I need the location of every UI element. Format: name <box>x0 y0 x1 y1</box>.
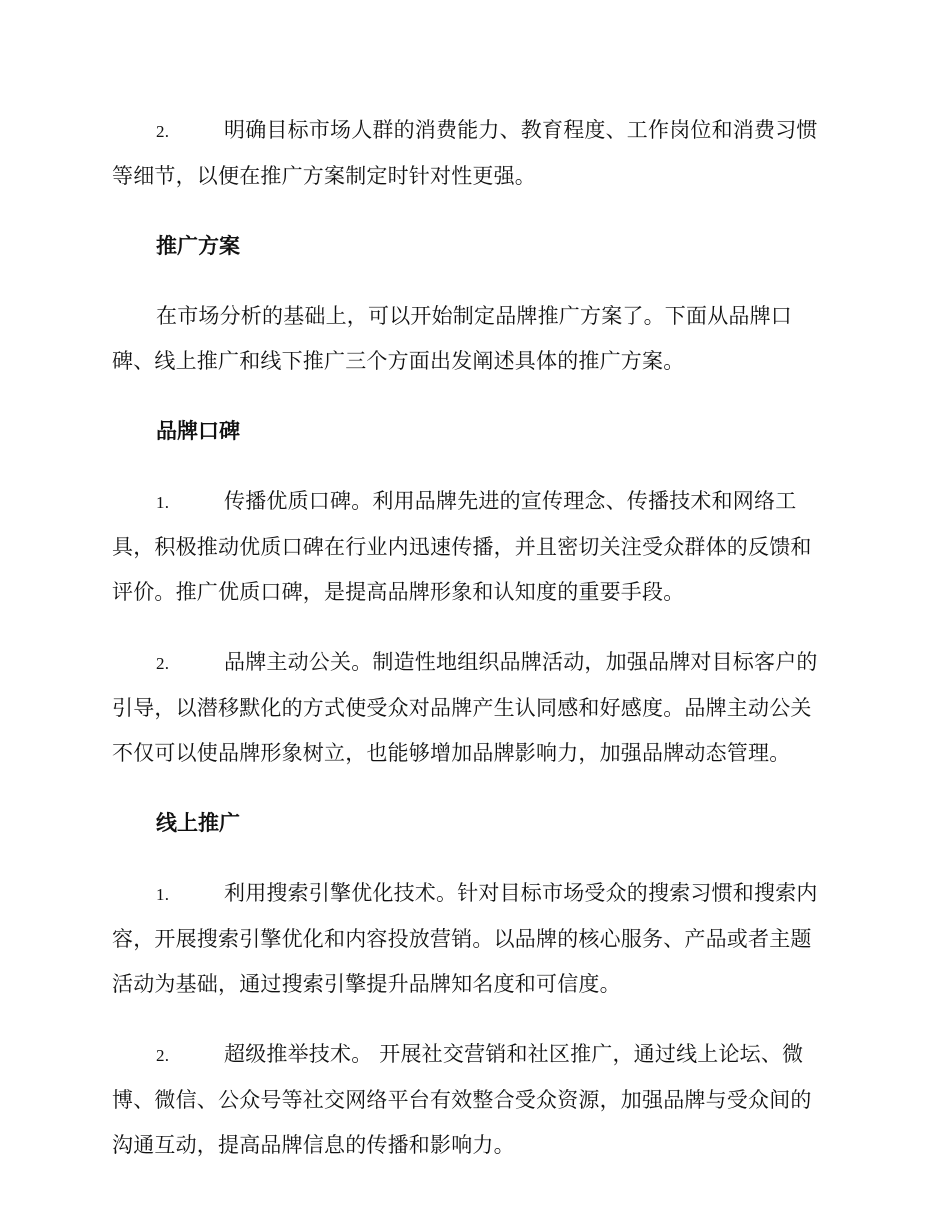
section-heading-brand-reputation: 品牌口碑 <box>156 419 240 443</box>
numbered-paragraph <box>112 640 830 776</box>
list-number: 1. <box>156 493 170 512</box>
list-number: 2. <box>156 122 170 141</box>
document-body <box>112 108 830 1193</box>
list-number: 2. <box>156 654 170 673</box>
section-heading-promotion-plan: 推广方案 <box>156 234 240 258</box>
numbered-paragraph <box>112 871 830 1007</box>
list-number: 2. <box>156 1046 170 1065</box>
paragraph-text: 超级推举技术。 开展社交营销和社区推广，通过线上论坛、微博、微信、公众号等社交网络平台有效整合受众资源，加强品牌与受众间的沟通互动，提高品牌信息的传播和影响力。 <box>112 1042 812 1157</box>
paragraph-text: 明确目标市场人群的消费能力、教育程度、工作岗位和消费习惯等细节，以便在推广方案制定时针对性更强。 <box>112 118 818 188</box>
numbered-paragraph <box>112 108 830 199</box>
numbered-paragraph <box>112 479 830 615</box>
list-number: 1. <box>156 885 170 904</box>
numbered-paragraph <box>112 1032 830 1168</box>
section-heading-online-promotion: 线上推广 <box>156 811 240 835</box>
paragraph-text: 品牌主动公关。制造性地组织品牌活动，加强品牌对目标客户的引导，以潜移默化的方式使受众对品牌产生认同感和好感度。品牌主动公关不仅可以使品牌形象树立，也能够增加品牌影响力，加强品牌动态管理。 <box>112 650 818 765</box>
paragraph-text: 利用搜索引擎优化技术。针对目标市场受众的搜索习惯和搜索内容，开展搜索引擎优化和内容投放营销。以品牌的核心服务、产品或者主题活动为基础，通过搜索引擎提升品牌知名度和可信度。 <box>112 881 818 996</box>
paragraph: 在市场分析的基础上，可以开始制定品牌推广方案了。下面从品牌口碑、线上推广和线下推广三个方面出发阐述具体的推广方案。 <box>112 304 792 373</box>
paragraph-text: 传播优质口碑。利用品牌先进的宣传理念、传播技术和网络工具，积极推动优质口碑在行业内迅速传播，并且密切关注受众群体的反馈和评价。推广优质口碑，是提高品牌形象和认知度的重要手段。 <box>112 489 812 604</box>
